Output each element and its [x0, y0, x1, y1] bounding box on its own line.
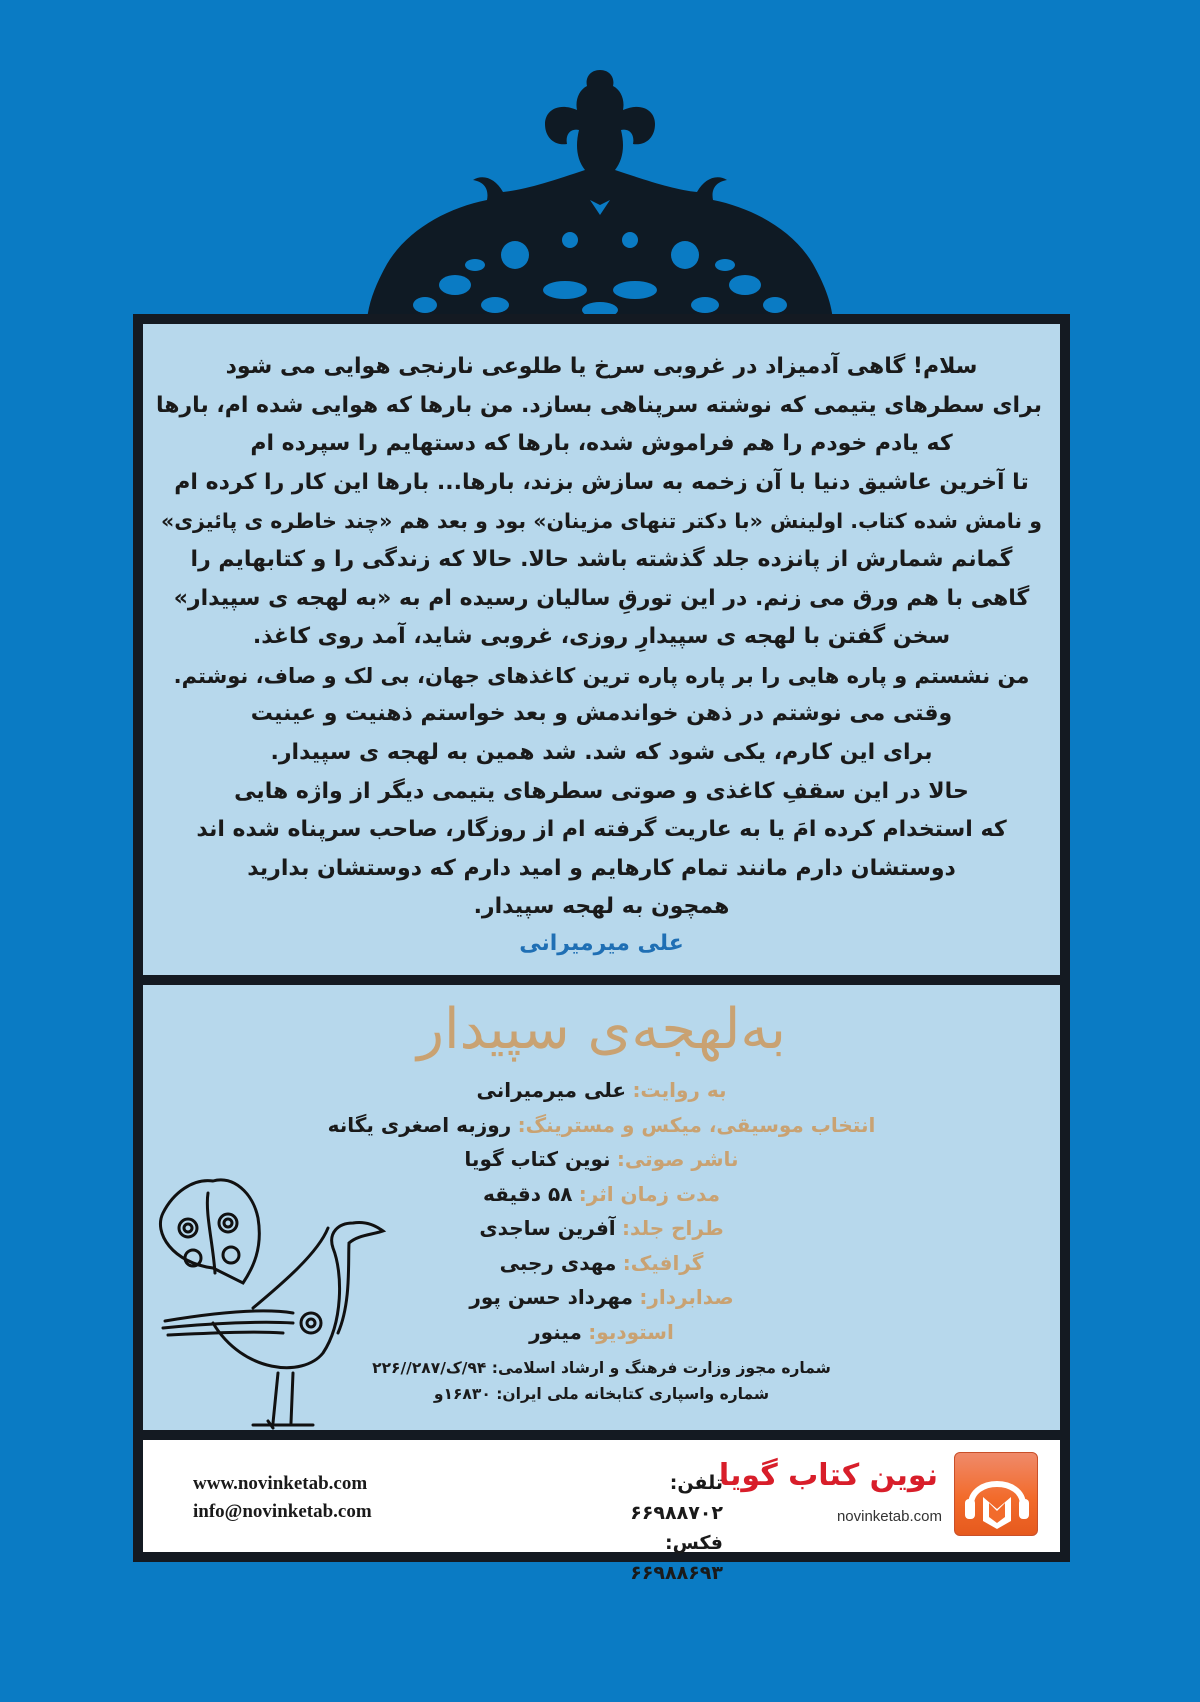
- fax-row: [523, 1528, 723, 1588]
- phone-number: ۶۶۹۸۸۷۰۲: [630, 1502, 723, 1524]
- headphones-book-icon: [954, 1452, 1038, 1536]
- logo-wordmark: نوین کتاب گویا: [718, 1458, 938, 1493]
- deposit-number: شماره واسپاری کتابخانه ملی ایران: ۱۶۸۳۰و: [433, 1385, 770, 1403]
- credit-label: استودیو:: [588, 1319, 674, 1344]
- intro-line: برای سطرهای یتیمی که نوشته سرپناهی بسازد. من بارها که هوایی شده ام، بارها: [156, 392, 1042, 418]
- logo-domain: novinketab.com: [836, 1508, 942, 1525]
- phone-row: [523, 1468, 723, 1528]
- intro-line: که استخدام کرده امَ یا به عاریت گرفته ام از روزگار، صاحب سرپناه شده اند: [196, 817, 1007, 843]
- credit-label: مدت زمان اثر:: [578, 1181, 721, 1206]
- ornament-crest-icon: [365, 70, 835, 320]
- credit-value: مهرداد حسن پور: [469, 1285, 633, 1309]
- intro-panel: [143, 324, 1060, 975]
- intro-line: همچون به لهجه سپیدار.: [473, 894, 730, 920]
- credit-value: علی میرمیرانی: [476, 1078, 627, 1102]
- intro-line: حالا در این سقفِ کاغذی و صوتی سطرهای یتیمی دیگر از واژه هایی: [234, 778, 969, 804]
- credit-value: روزبه اصغری یگانه: [327, 1112, 512, 1137]
- credit-label: ناشر صوتی:: [616, 1147, 739, 1171]
- intro-paragraph: [156, 348, 1042, 927]
- credit-label: طراح جلد:: [622, 1216, 724, 1240]
- fax-label: فکس:: [665, 1532, 723, 1554]
- book-title: به‌لهجه‌ی سپیدار: [416, 997, 786, 1062]
- intro-line: سخن گفتن با لهجه ی سپیدارِ روزی، غروبی شاید، آمد روی کاغذ.: [252, 624, 951, 650]
- intro-line: گمانم شمارش از پانزده جلد گذشته باشد حالا. حالا که زندگی را و کتابهایم را: [190, 546, 1013, 572]
- web-contacts: [193, 1470, 372, 1526]
- credits-panel: [143, 985, 1060, 1430]
- credit-label: گرافیک:: [622, 1250, 704, 1275]
- phone-contacts: [523, 1468, 723, 1588]
- email-link[interactable]: info@novinketab.com: [193, 1501, 372, 1522]
- credit-narrator: [293, 1073, 910, 1108]
- credit-label: صدابردار:: [639, 1285, 734, 1309]
- content-frame: [133, 314, 1070, 1584]
- intro-line: وقتی می نوشتم در ذهن خواندمش و بعد خواستم ذهنیت و عینیت: [250, 701, 953, 727]
- author-signature: علی میرمیرانی: [519, 930, 684, 956]
- credit-music: [293, 1108, 910, 1143]
- phone-label: تلفن:: [669, 1472, 723, 1494]
- intro-line: برای این کارم، یکی شود که شد. شد همین به لهجه ی سپیدار.: [270, 739, 933, 765]
- publisher-logo: [718, 1452, 1038, 1536]
- license-number: شماره مجوز وزارت فرهنگ و ارشاد اسلامی: ۹۴/ک/۲۸۷//۲۲۶: [372, 1359, 831, 1377]
- credit-value: نوین کتاب گویا: [464, 1147, 611, 1171]
- intro-line: دوستشان دارم مانند تمام کارهایم و امید دارم که دوستشان بدارید: [247, 855, 956, 881]
- credit-label: به روایت:: [632, 1078, 727, 1102]
- website-link[interactable]: www.novinketab.com: [193, 1473, 368, 1494]
- intro-line: و نامش شده کتاب. اولینش «با دکتر تنهای مزینان» بود و بعد هم «چند خاطره ی پائیزی»: [161, 509, 1042, 534]
- footer-panel: [143, 1440, 1060, 1584]
- intro-line: سلام! گاهی آدمیزاد در غروبی سرخ یا طلوعی نارنجی هوایی می شود: [225, 354, 978, 379]
- credit-value: مهدی رجبی: [499, 1250, 617, 1275]
- credit-publisher: [293, 1142, 910, 1177]
- credit-value: ۵۸ دقیقه: [482, 1181, 573, 1206]
- intro-line: تا آخرین عاشیق دنیا با آن زخمه به سازش بزند، بارها... بارها این کار را کرده ام: [174, 469, 1029, 495]
- intro-line: من نشستم و پاره هایی را بر پاره پاره ترین کاغذهای جهان، بی لک و صاف، نوشتم.: [173, 663, 1030, 688]
- credit-value: آفرین ساجدی: [479, 1216, 616, 1240]
- intro-line: که یادم خودم را هم فراموش شده، بارها که دستهایم را سپرده ام: [250, 431, 953, 457]
- credit-value: مینور: [529, 1319, 582, 1344]
- fax-number: ۶۶۹۸۸۶۹۳: [630, 1562, 723, 1584]
- credit-label: انتخاب موسیقی، میکس و مسترینگ:: [517, 1112, 876, 1137]
- bird-illustration-icon: [153, 1173, 393, 1433]
- intro-line: گاهی با هم ورق می زنم. در این تورقِ سالیان رسیده ام به «به لهجه ی سپیدار»: [173, 585, 1030, 611]
